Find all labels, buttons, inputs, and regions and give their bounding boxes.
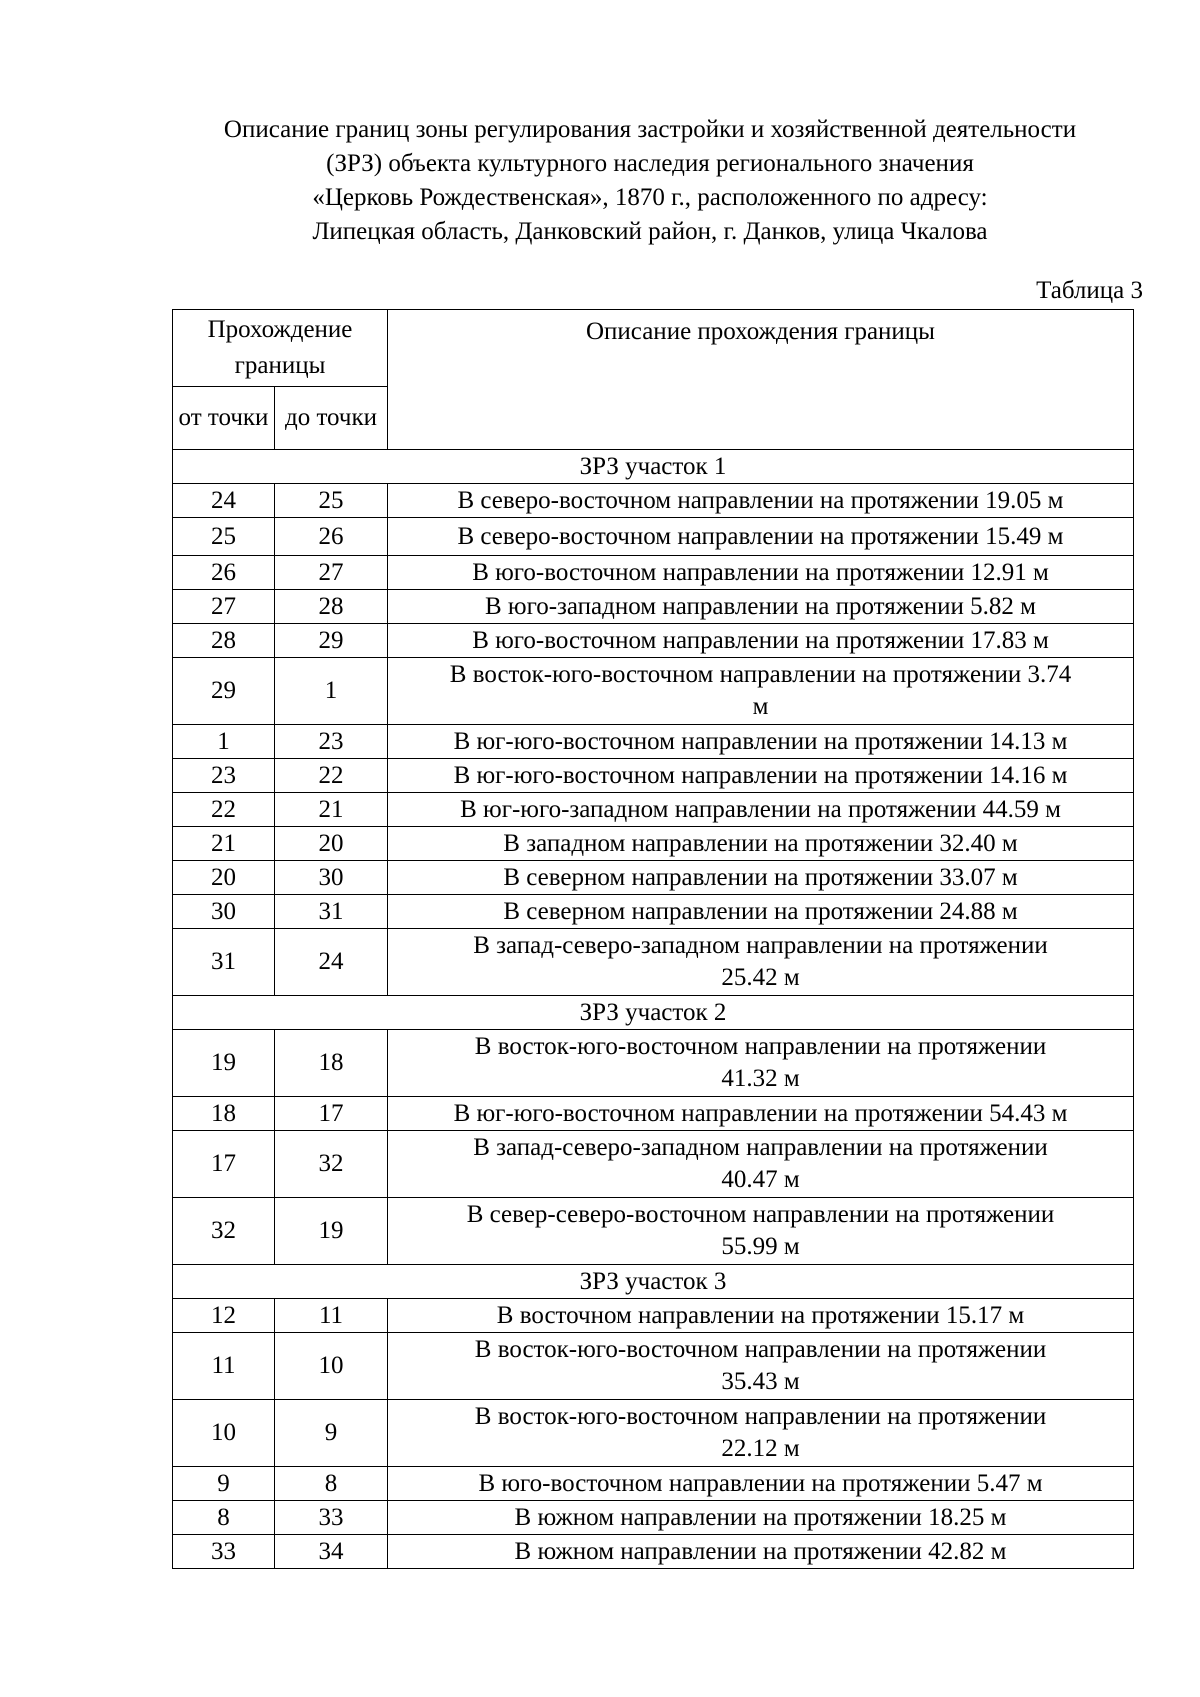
description-line: В восточном направлении на протяжении 15.17 м [496,1301,1025,1329]
cell-description [388,1501,1134,1535]
title-line: Описание границ зоны регулирования застройки и хозяйственной деятельности [223,116,1077,143]
table-row [173,1131,1134,1198]
cell-from: 29 [173,658,275,725]
cell-description [388,556,1134,590]
cell-from: 20 [173,861,275,895]
description-line: В юго-восточном направлении на протяжении 5.47 м [478,1469,1043,1497]
table-label: Таблица 3 [1036,277,1143,304]
cell-from: 9 [173,1467,275,1501]
cell-to: 33 [275,1501,388,1535]
document-title [150,113,1150,249]
description-line: В северо-восточном направлении на протяжении 15.49 м [457,522,1064,550]
cell-to: 10 [275,1333,388,1400]
description-line: В восток-юго-восточном направлении на протяжении [474,1403,1047,1430]
cell-to: 9 [275,1400,388,1467]
section-title: ЗРЗ участок 1 [173,450,1134,484]
table-row [173,1030,1134,1097]
table-row [173,725,1134,759]
description-line: В юго-восточном направлении на протяжении 17.83 м [472,626,1049,654]
table-row [173,518,1134,556]
title-line: (ЗРЗ) объекта культурного наследия регионального значения [326,150,974,177]
table-row [173,1467,1134,1501]
description-line: В юг-юго-восточном направлении на протяжении 14.16 м [453,761,1068,789]
description-line: 55.99 м [721,1233,800,1260]
cell-description [388,1131,1134,1198]
cell-to: 31 [275,895,388,929]
section-title: ЗРЗ участок 3 [173,1265,1134,1299]
cell-to: 22 [275,759,388,793]
section-row [173,996,1134,1030]
table-body [173,310,1134,1569]
cell-to: 28 [275,590,388,624]
cell-to: 18 [275,1030,388,1097]
description-line: 35.43 м [721,1368,800,1395]
cell-from: 1 [173,725,275,759]
cell-description [388,1097,1134,1131]
cell-description [388,861,1134,895]
cell-from: 12 [173,1299,275,1333]
table-row [173,1097,1134,1131]
cell-to: 27 [275,556,388,590]
description-line: В юг-юго-восточном направлении на протяжении 54.43 м [453,1099,1068,1127]
cell-description [388,1299,1134,1333]
header-from: от точки [173,387,275,450]
cell-description [388,658,1134,725]
cell-from: 26 [173,556,275,590]
table-row [173,1333,1134,1400]
cell-to: 1 [275,658,388,725]
description-line: В южном направлении на протяжении 42.82 м [514,1537,1007,1565]
cell-from: 32 [173,1198,275,1265]
cell-description [388,1400,1134,1467]
table-row [173,1535,1134,1569]
cell-description [388,827,1134,861]
cell-to: 24 [275,929,388,996]
description-line: В восток-юго-восточном направлении на протяжении [474,1336,1047,1363]
table-row [173,590,1134,624]
table-row [173,556,1134,590]
description-line: В восток-юго-восточном направлении на протяжении 3.74 [449,661,1072,688]
cell-to: 26 [275,518,388,556]
cell-to: 29 [275,624,388,658]
table-row [173,624,1134,658]
description-line: В север-северо-восточном направлении на протяжении [466,1201,1055,1228]
cell-from: 30 [173,895,275,929]
description-line: 41.32 м [721,1065,800,1092]
description-line: 25.42 м [721,964,800,991]
cell-description [388,725,1134,759]
cell-to: 8 [275,1467,388,1501]
cell-from: 21 [173,827,275,861]
table-row [173,759,1134,793]
cell-from: 25 [173,518,275,556]
cell-from: 10 [173,1400,275,1467]
cell-to: 11 [275,1299,388,1333]
cell-to: 21 [275,793,388,827]
cell-description [388,793,1134,827]
table-row [173,1198,1134,1265]
table-row [173,929,1134,996]
cell-description [388,590,1134,624]
cell-description [388,1535,1134,1569]
cell-description [388,895,1134,929]
cell-to: 17 [275,1097,388,1131]
cell-from: 18 [173,1097,275,1131]
cell-description [388,518,1134,556]
cell-description [388,1467,1134,1501]
title-line: Липецкая область, Данковский район, г. Данков, улица Чкалова [312,218,988,245]
section-row [173,450,1134,484]
description-line: В южном направлении на протяжении 18.25 м [514,1503,1007,1531]
table-row [173,484,1134,518]
cell-from: 24 [173,484,275,518]
cell-from: 17 [173,1131,275,1198]
cell-from: 11 [173,1333,275,1400]
header-to: до точки [275,387,388,450]
cell-from: 19 [173,1030,275,1097]
description-line: 22.12 м [721,1435,800,1462]
description-line: В западном направлении на протяжении 32.40 м [503,829,1018,857]
header-row [173,310,1134,387]
cell-description [388,1030,1134,1097]
cell-to: 34 [275,1535,388,1569]
cell-description [388,759,1134,793]
table-row [173,1501,1134,1535]
description-line: 40.47 м [721,1166,800,1193]
cell-to: 20 [275,827,388,861]
description-line: В юго-западном направлении на протяжении 5.82 м [484,592,1037,620]
cell-description [388,1333,1134,1400]
table-row [173,895,1134,929]
section-row [173,1265,1134,1299]
boundary-table [172,309,1134,1569]
cell-from: 33 [173,1535,275,1569]
description-line: В юг-юго-западном направлении на протяжении 44.59 м [460,795,1061,823]
cell-from: 31 [173,929,275,996]
description-line: В северном направлении на протяжении 24.88 м [503,897,1018,925]
cell-to: 30 [275,861,388,895]
table-row [173,793,1134,827]
table-row [173,827,1134,861]
cell-to: 23 [275,725,388,759]
header-passage: Прохождение границы [173,310,388,387]
description-line: м [752,693,769,720]
cell-to: 19 [275,1198,388,1265]
table-row [173,1299,1134,1333]
cell-description [388,1198,1134,1265]
cell-description [388,484,1134,518]
cell-from: 27 [173,590,275,624]
table-row [173,861,1134,895]
description-line: В запад-северо-западном направлении на протяжении [473,1134,1048,1161]
cell-from: 28 [173,624,275,658]
cell-to: 25 [275,484,388,518]
header-description: Описание прохождения границы [388,310,1134,450]
description-line: В северо-восточном направлении на протяжении 19.05 м [457,486,1064,514]
section-title: ЗРЗ участок 2 [173,996,1134,1030]
description-line: В юго-восточном направлении на протяжении 12.91 м [472,558,1049,586]
description-line: В юг-юго-восточном направлении на протяжении 14.13 м [453,727,1068,755]
cell-description [388,929,1134,996]
description-line: В запад-северо-западном направлении на протяжении [473,932,1048,959]
table-row [173,658,1134,725]
cell-from: 8 [173,1501,275,1535]
cell-to: 32 [275,1131,388,1198]
cell-from: 23 [173,759,275,793]
description-line: В северном направлении на протяжении 33.07 м [503,863,1018,891]
description-line: В восток-юго-восточном направлении на протяжении [474,1033,1047,1060]
cell-description [388,624,1134,658]
table-row [173,1400,1134,1467]
title-line: «Церковь Рождественская», 1870 г., расположенного по адресу: [312,184,988,211]
cell-from: 22 [173,793,275,827]
